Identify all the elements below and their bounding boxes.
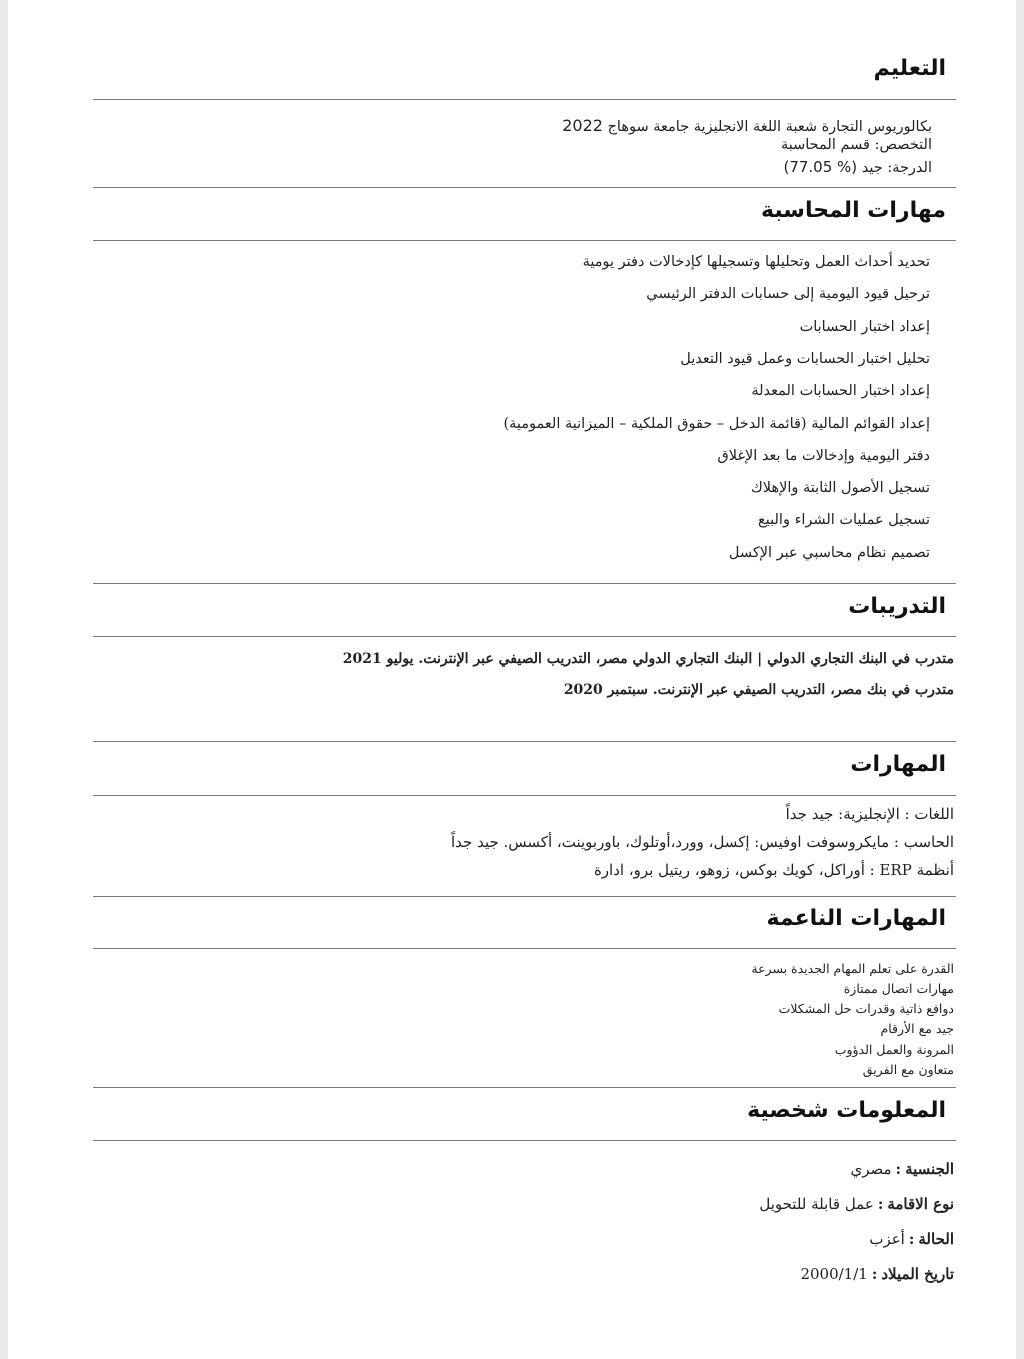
skill-item: أنظمة ERP : أوراكل، كويك بوكس، زوهو، ريتيل برو، ادارة bbox=[593, 861, 954, 879]
training-item: متدرب في بنك مصر، التدريب الصيفي عبر الإنترنت. سبتمبر 2020 bbox=[563, 682, 954, 698]
soft-skill-item: مهارات اتصال ممتازة bbox=[843, 981, 954, 996]
accounting-skills-title: مهارات المحاسبة bbox=[760, 198, 946, 223]
divider bbox=[93, 948, 956, 949]
divider bbox=[93, 187, 956, 188]
education-degree: بكالوريوس التجارة شعبة اللغة الانجليزية جامعة سوهاج 2022 bbox=[562, 116, 932, 135]
accounting-skill-item: إعداد القوائم المالية (قائمة الدخل – حقوق الملكية – الميزانية العمومية) bbox=[503, 416, 930, 432]
skill-item: الحاسب : مايكروسوفت اوفيس: إكسل، وورد،أوتلوك، باوربوينت، أكسس. جيد جداً bbox=[451, 833, 954, 851]
education-specialization: التخصص: قسم المحاسبة bbox=[780, 137, 932, 153]
divider bbox=[93, 99, 956, 100]
divider bbox=[93, 636, 956, 637]
accounting-skill-item: تحديد أحداث العمل وتحليلها وتسجيلها كإدخالات دفتر يومية bbox=[582, 254, 930, 270]
divider bbox=[93, 896, 956, 897]
accounting-skill-item: تصميم نظام محاسبي عبر الإكسل bbox=[728, 545, 930, 561]
soft-skill-item: المرونة والعمل الدؤوب bbox=[834, 1042, 954, 1057]
personal-info-status: الحالة:أعزب bbox=[869, 1230, 954, 1248]
divider bbox=[93, 583, 956, 584]
education-title: التعليم bbox=[873, 56, 946, 81]
personal-info-nationality: الجنسية:مصري bbox=[850, 1160, 954, 1178]
soft-skills-title: المهارات الناعمة bbox=[766, 906, 946, 931]
trainings-title: التدريبات bbox=[848, 594, 946, 619]
accounting-skill-item: إعداد اختبار الحسابات bbox=[799, 319, 930, 335]
accounting-skill-item: دفتر اليومية وإدخالات ما بعد الإغلاق bbox=[717, 448, 930, 464]
accounting-skill-item: تسجيل عمليات الشراء والبيع bbox=[758, 512, 930, 528]
soft-skill-item: دوافع ذاتية وقدرات حل المشكلات bbox=[778, 1001, 954, 1016]
skill-item: اللغات : الإنجليزية: جيد جداً bbox=[785, 805, 954, 823]
accounting-skill-item: ترحيل قيود اليومية إلى حسابات الدفتر الرئيسي bbox=[646, 286, 930, 302]
accounting-skill-item: تسجيل الأصول الثابتة والإهلاك bbox=[750, 480, 930, 496]
personal-info-birthdate: تاريخ الميلاد:2000/1/1 bbox=[800, 1265, 954, 1283]
divider bbox=[93, 741, 956, 742]
personal-info-title: المعلومات شخصية bbox=[747, 1098, 946, 1123]
resume-page bbox=[8, 0, 1016, 1359]
soft-skill-item: القدرة على تعلم المهام الجديدة بسرعة bbox=[751, 961, 954, 976]
divider bbox=[93, 240, 956, 241]
divider bbox=[93, 795, 956, 796]
soft-skill-item: جيد مع الأرقام bbox=[880, 1021, 954, 1036]
divider bbox=[93, 1140, 956, 1141]
accounting-skill-item: إعداد اختبار الحسابات المعدلة bbox=[751, 383, 930, 399]
divider bbox=[93, 1087, 956, 1088]
soft-skill-item: متعاون مع الفريق bbox=[862, 1062, 954, 1077]
accounting-skill-item: تحليل اختبار الحسابات وعمل قيود التعديل bbox=[680, 351, 930, 367]
training-item: متدرب في البنك التجاري الدولي | البنك التجاري الدولي مصر، التدريب الصيفي عبر الإنترنت. يوليو 2021 bbox=[342, 651, 954, 667]
skills-title: المهارات bbox=[850, 752, 946, 777]
education-grade: الدرجة: جيد (77.05 %) bbox=[783, 158, 932, 176]
personal-info-residence: نوع الاقامة:عمل قابلة للتحويل bbox=[759, 1195, 954, 1213]
